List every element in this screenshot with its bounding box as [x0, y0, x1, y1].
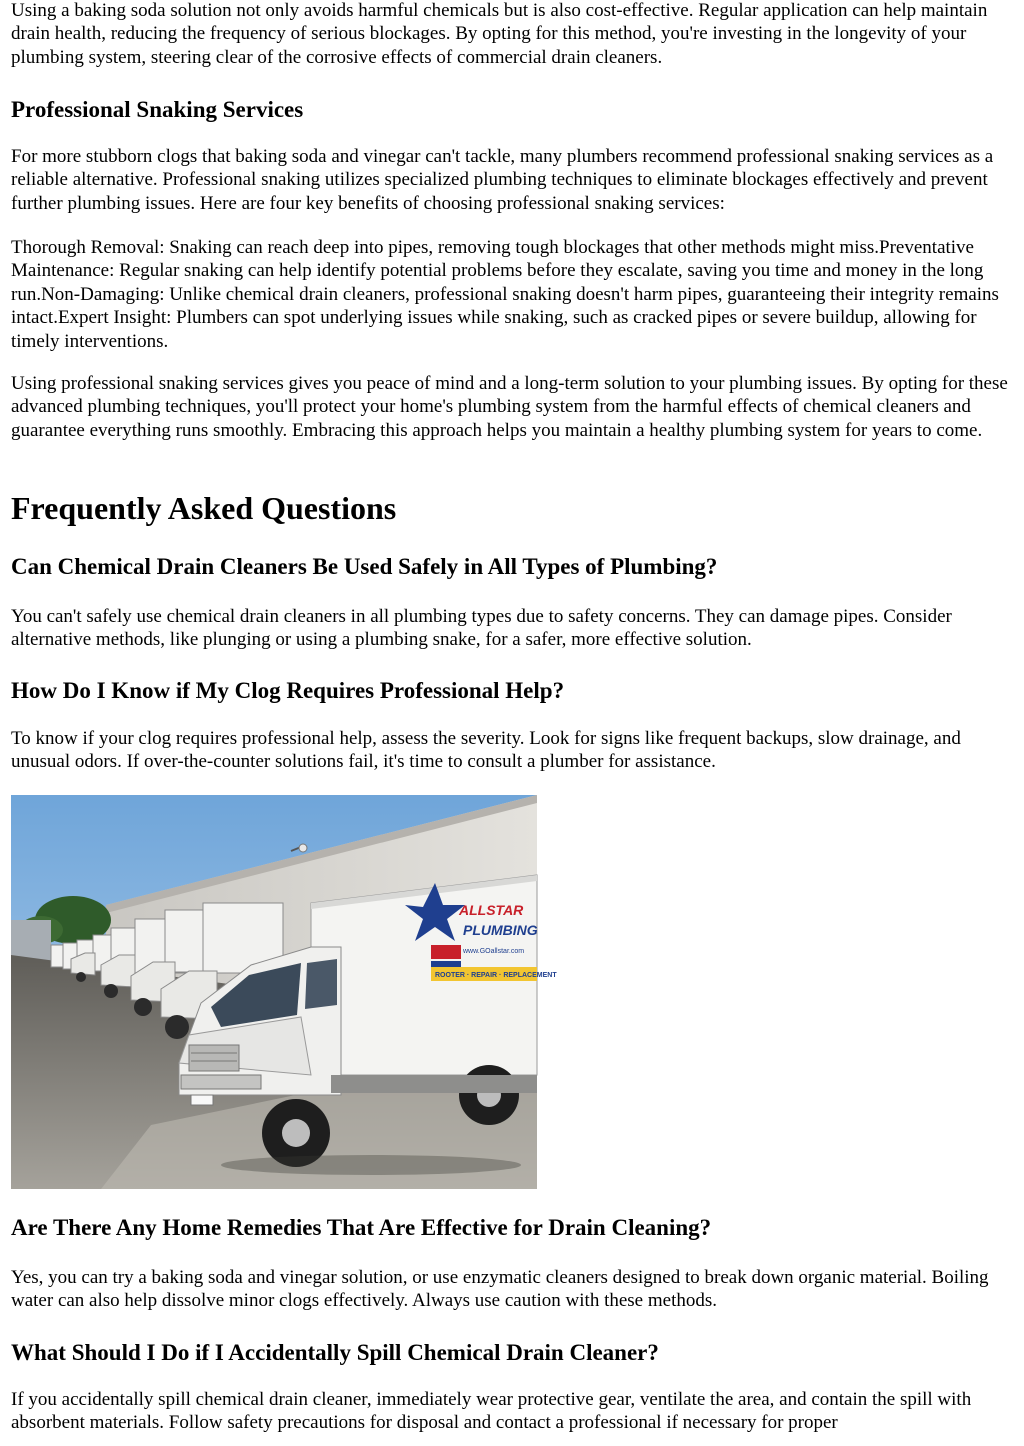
snaking-paragraph: For more stubborn clogs that baking soda and vinegar can't tackle, many plumbers recommend professional snaking services as a reliable alternative. Professional snaking utilizes specialized plumbing techniques to eliminate blockages effectively and prevent further plumbing issues. Here are four key benefits of choosing professional snaking services: — [11, 146, 994, 214]
svg-text:www.GOallstar.com: www.GOallstar.com — [463, 948, 525, 955]
faq-question: Can Chemical Drain Cleaners Be Used Safely in All Types of Plumbing? — [11, 554, 718, 579]
svg-text:PLUMBING: PLUMBING — [463, 922, 538, 938]
faq-heading: Frequently Asked Questions — [11, 490, 397, 526]
truck-grille — [189, 1045, 239, 1071]
snaking-conclusion-paragraph: Using professional snaking services gives you peace of mind and a long-term solution to your plumbing issues. By opting for these advanced plumbing techniques, you'll protect your home's plumbing system from the harmful effects of chemical cleaners and guarantee everything runs smoothly. Embracing this approach helps you maintain a healthy plumbing system for years to come. — [11, 373, 1008, 441]
faq-answer: If you accidentally spill chemical drain cleaner, immediately wear protective gear, ventilate the area, and contain the spill with absorbent materials. Follow safety precautions for disposal and contact a professional if necessary for proper — [11, 1389, 972, 1434]
svg-text:ROOTER · REPAIR · REPLACEMENT: ROOTER · REPAIR · REPLACEMENT — [435, 972, 557, 979]
plumbing-trucks-photo — [11, 795, 557, 1189]
faq-answer: You can't safely use chemical drain cleaners in all plumbing types due to safety concerns. They can damage pipes. Consider alternative methods, like plunging or using a plumbing snake, for a safer, more effective solution. — [11, 606, 952, 651]
intro-paragraph: Using a baking soda solution not only avoids harmful chemicals but is also cost-effective. Regular application can help maintain drain health, reducing the frequency of serious blockages. By opting for this method, you're investing in the longevity of your plumbing system, steering clear of the corrosive effects of commercial drain cleaners. — [11, 0, 988, 68]
faq-question: How Do I Know if My Clog Requires Professional Help? — [11, 678, 565, 703]
faq-question: Are There Any Home Remedies That Are Effective for Drain Cleaning? — [11, 1215, 712, 1240]
section-heading-snaking: Professional Snaking Services — [11, 97, 304, 122]
svg-text:ALLSTAR: ALLSTAR — [459, 902, 524, 918]
faq-answer: To know if your clog requires professional help, assess the severity. Look for signs like frequent backups, slow drainage, and unusual odors. If over-the-counter solutions fail, it's time to consult a plumber for assistance. — [11, 728, 961, 773]
faq-question: What Should I Do if I Accidentally Spill Chemical Drain Cleaner? — [11, 1340, 659, 1365]
faq-answer: Yes, you can try a baking soda and vinegar solution, or use enzymatic cleaners designed to break down organic material. Boiling water can also help dissolve minor clogs effectively. Always use caution with these methods. — [11, 1267, 989, 1312]
snaking-benefits-paragraph: Thorough Removal: Snaking can reach deep into pipes, removing tough blockages that other methods might miss.Preventative Maintenance: Regular snaking can help identify potential problems before they escalate, saving you time and money in the long run.Non-Damaging: Unlike chemical drain cleaners, professional snaking doesn't harm pipes, guaranteeing their integrity remains intact.Expert Insight: Plumbers can spot underlying issues while snaking, such as cracked pipes or severe buildup, allowing for timely interventions. — [11, 237, 999, 352]
